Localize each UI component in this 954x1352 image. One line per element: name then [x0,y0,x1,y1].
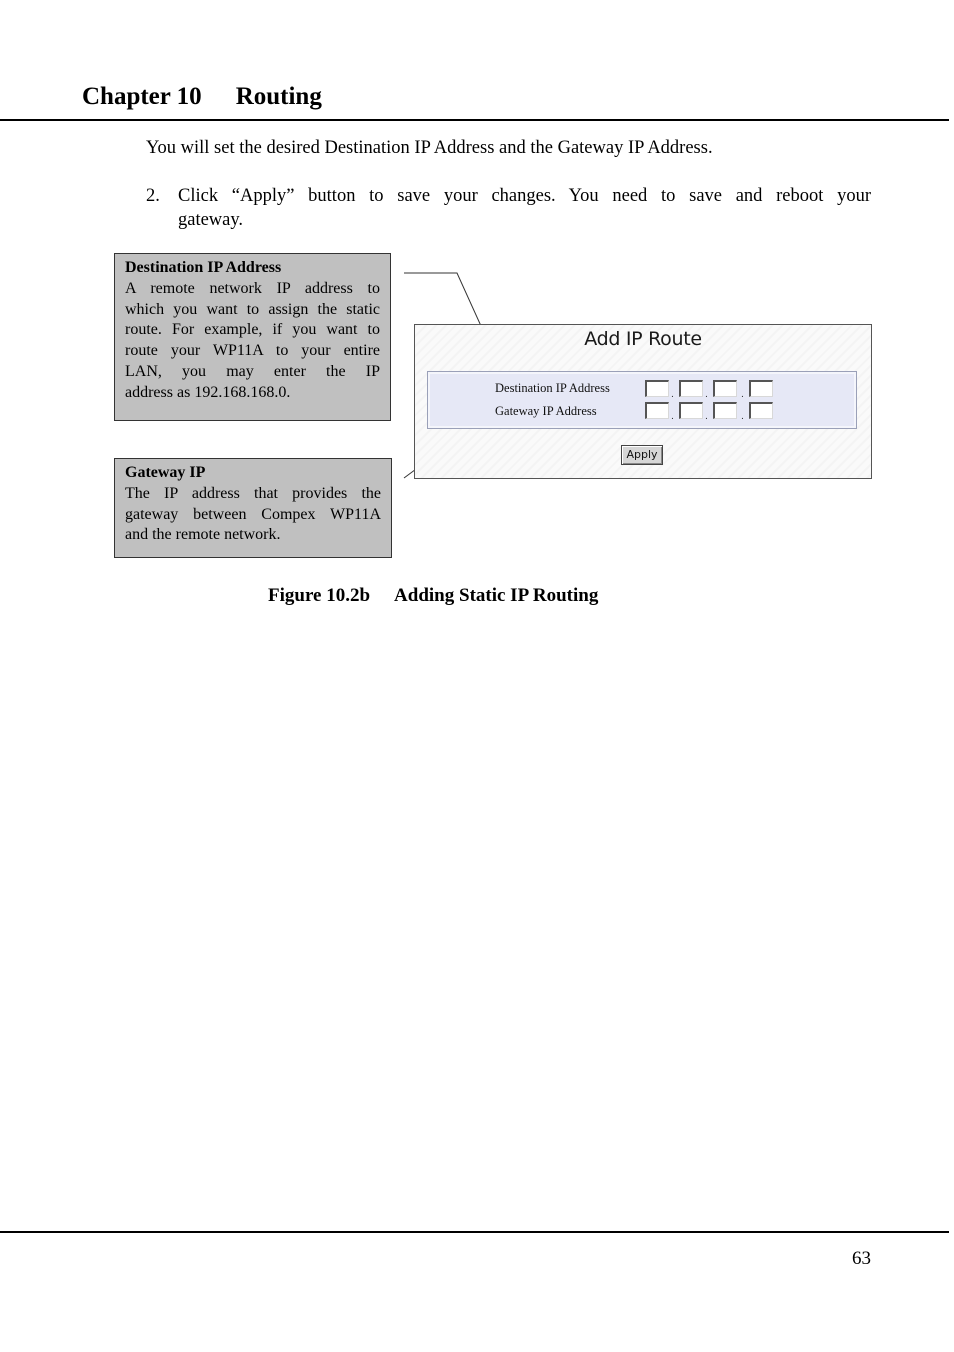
octet-separator: . [671,412,674,422]
chapter-title: Routing [235,83,322,110]
intro-paragraph: You will set the desired Destination IP Address and the Gateway IP Address. [146,138,713,158]
callout-line: and the remote network. [125,526,281,544]
gateway-ip-octet-2[interactable] [679,402,703,419]
callout-line: which you want to assign the static [125,300,380,318]
destination-ip-octet-1[interactable] [645,380,669,397]
octet-separator: . [705,412,708,422]
callout-line: route your WP11A to your entire [125,342,380,360]
chapter-label: Chapter 10 [82,83,202,110]
octet-separator: . [741,390,744,400]
callout-line: route. For example, if you want to [125,321,380,339]
destination-ip-octet-4[interactable] [749,380,773,397]
destination-ip-octet-3[interactable] [713,380,737,397]
octet-separator: . [671,390,674,400]
octet-separator: . [741,412,744,422]
gateway-callout-title: Gateway IP [125,464,206,481]
figure-number: Figure 10.2b [268,585,371,606]
octet-separator: . [705,390,708,400]
page-number: 63 [852,1248,871,1269]
ip-route-form-panel [427,371,857,429]
figure-caption [268,584,598,608]
destination-ip-label: Destination IP Address [495,381,610,395]
step-text-line-2: gateway. [178,210,244,230]
gateway-ip-octet-1[interactable] [645,402,669,419]
destination-ip-octet-2[interactable] [679,380,703,397]
gateway-ip-octet-3[interactable] [713,402,737,419]
callout-line: LAN, you may enter the IP [125,362,380,380]
destination-callout-title: Destination IP Address [125,259,282,276]
figure-title: Adding Static IP Routing [394,585,599,606]
step-text-line-1: Click “Apply” button to save your changes. You need to save and reboot your [178,186,871,206]
callout-line: gateway between Compex WP11A [125,505,381,523]
gateway-ip-octet-4[interactable] [749,402,773,419]
step-number: 2. [146,186,160,206]
callout-line: address as 192.168.168.0. [125,383,291,401]
callout-line: A remote network IP address to [125,279,380,297]
callout-line: The IP address that provides the [125,484,381,502]
add-ip-route-title: Add IP Route [584,328,702,350]
footer-rule [0,1231,949,1233]
apply-button[interactable]: Apply [621,445,663,465]
add-ip-route-screenshot [414,324,872,479]
gateway-ip-label: Gateway IP Address [495,404,597,418]
